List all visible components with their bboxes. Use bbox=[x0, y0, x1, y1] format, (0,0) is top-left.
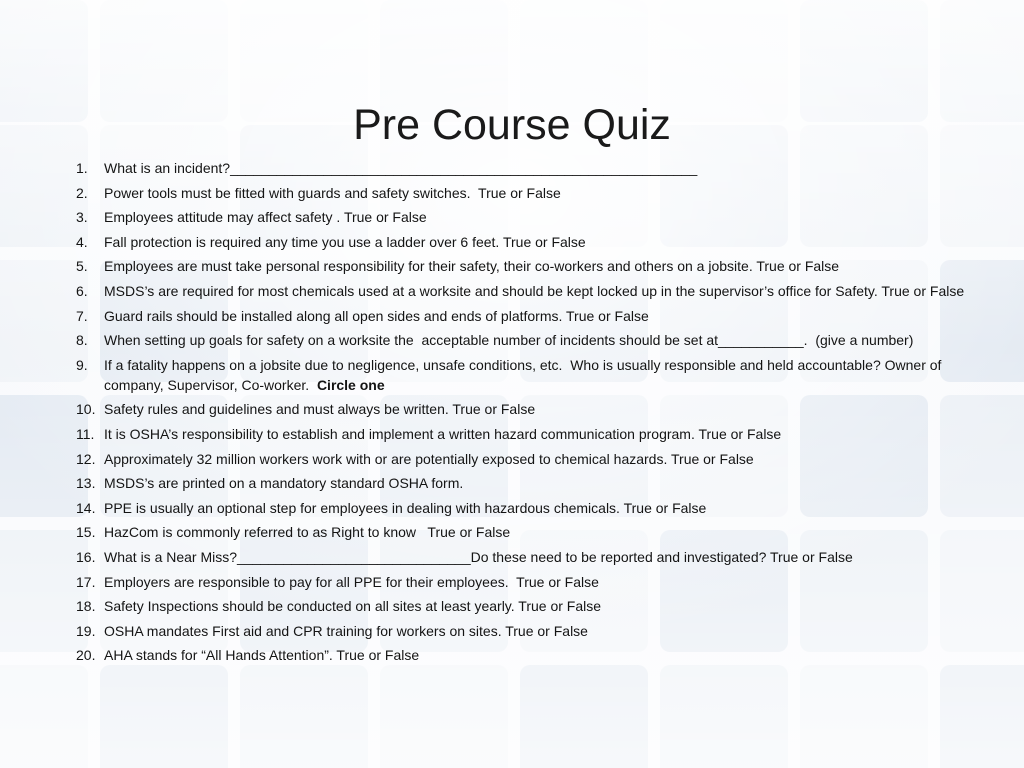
quiz-question bbox=[76, 355, 976, 395]
quiz-question bbox=[76, 232, 976, 252]
question-text: OSHA mandates First aid and CPR training for workers on sites. True or False bbox=[104, 622, 588, 639]
question-number: 5. bbox=[76, 258, 88, 275]
question-text-wrapper bbox=[104, 547, 976, 567]
question-text-wrapper bbox=[104, 306, 976, 326]
question-number: 17. bbox=[76, 573, 96, 590]
question-text: Safety Inspections should be conducted on all sites at least yearly. True or False bbox=[104, 598, 602, 615]
question-text: PPE is usually an optional step for employees in dealing with hazardous chemicals. True or False bbox=[104, 499, 707, 516]
quiz-question bbox=[76, 498, 976, 518]
question-number: 19. bbox=[76, 622, 96, 639]
question-number: 20. bbox=[76, 647, 96, 664]
quiz-question bbox=[76, 596, 976, 616]
question-number: 9. bbox=[76, 356, 88, 373]
question-text: MSDS’s are required for most chemicals used at a worksite and should be kept locked up in the supervisor’s office for Safety. True or False bbox=[104, 282, 965, 299]
question-text-wrapper bbox=[104, 207, 976, 227]
question-text-wrapper bbox=[104, 232, 976, 252]
question-text-wrapper bbox=[104, 449, 976, 469]
question-text: Power tools must be fitted with guards and safety switches. True or False bbox=[104, 184, 561, 201]
quiz-question bbox=[76, 399, 976, 419]
question-text: Guard rails should be installed along all open sides and ends of platforms. True or False bbox=[104, 307, 649, 324]
question-number: 4. bbox=[76, 233, 88, 250]
question-number: 3. bbox=[76, 209, 88, 226]
quiz-question bbox=[76, 522, 976, 542]
quiz-question bbox=[76, 572, 976, 592]
question-text: If a fatality happens on a jobsite due to negligence, unsafe conditions, etc. Who is usually responsible and held accountable? Owner of company, Supervisor, Co-worker. bbox=[104, 356, 946, 393]
slide-title: Pre Course Quiz bbox=[353, 100, 671, 149]
question-text: When setting up goals for safety on a worksite the acceptable number of incidents should be set at___________. (give a number) bbox=[104, 332, 914, 349]
question-text-wrapper bbox=[104, 473, 976, 493]
quiz-question bbox=[76, 330, 976, 350]
question-text-wrapper bbox=[104, 621, 976, 641]
question-number: 15. bbox=[76, 524, 96, 541]
question-text: What is an incident?____________________________________________________________ bbox=[104, 160, 698, 176]
quiz-question bbox=[76, 158, 976, 178]
question-text-wrapper bbox=[104, 281, 976, 301]
question-emphasis: Circle one bbox=[316, 376, 385, 393]
question-text-wrapper bbox=[104, 183, 976, 203]
question-text: Employers are responsible to pay for all PPE for their employees. True or False bbox=[104, 573, 599, 590]
question-text-wrapper bbox=[104, 498, 976, 518]
question-number: 11. bbox=[76, 425, 95, 442]
quiz-question bbox=[76, 473, 976, 493]
quiz-question bbox=[76, 621, 976, 641]
question-text-wrapper bbox=[104, 596, 976, 616]
question-text-wrapper bbox=[104, 572, 976, 592]
question-text-wrapper bbox=[104, 256, 976, 276]
question-text: AHA stands for “All Hands Attention”. True or False bbox=[104, 647, 420, 664]
quiz-question-list bbox=[76, 158, 976, 670]
question-text: HazCom is commonly referred to as Right to know True or False bbox=[104, 524, 511, 541]
question-number: 10. bbox=[76, 401, 96, 418]
question-number: 13. bbox=[76, 475, 96, 492]
question-text: Employees attitude may affect safety . True or False bbox=[104, 209, 427, 226]
question-text-wrapper bbox=[104, 158, 976, 178]
question-number: 7. bbox=[76, 307, 88, 324]
question-number: 12. bbox=[76, 450, 96, 467]
question-text-wrapper bbox=[104, 645, 976, 665]
question-text-wrapper bbox=[104, 330, 976, 350]
quiz-question bbox=[76, 449, 976, 469]
quiz-question bbox=[76, 183, 976, 203]
question-text: Safety rules and guidelines and must always be written. True or False bbox=[104, 401, 536, 418]
quiz-question bbox=[76, 256, 976, 276]
question-number: 6. bbox=[76, 282, 88, 299]
question-text: Employees are must take personal responsibility for their safety, their co-workers and others on a jobsite. True or False bbox=[104, 258, 840, 275]
question-text: It is OSHA’s responsibility to establish and implement a written hazard communication program. True or False bbox=[104, 425, 782, 442]
quiz-question bbox=[76, 547, 976, 567]
quiz-question bbox=[76, 207, 976, 227]
question-text-wrapper bbox=[104, 355, 976, 395]
question-text: What is a Near Miss?______________________________Do these need to be reported and investigated? True or False bbox=[104, 548, 853, 565]
question-number: 18. bbox=[76, 598, 96, 615]
question-text: MSDS’s are printed on a mandatory standard OSHA form. bbox=[104, 475, 464, 492]
question-text-wrapper bbox=[104, 522, 976, 542]
question-text: Fall protection is required any time you use a ladder over 6 feet. True or False bbox=[104, 233, 586, 250]
question-number: 1. bbox=[76, 160, 88, 176]
question-number: 2. bbox=[76, 184, 88, 201]
question-text-wrapper bbox=[104, 424, 976, 444]
quiz-question bbox=[76, 306, 976, 326]
question-text-wrapper bbox=[104, 399, 976, 419]
quiz-question bbox=[76, 424, 976, 444]
question-number: 14. bbox=[76, 499, 96, 516]
quiz-question bbox=[76, 281, 976, 301]
question-number: 8. bbox=[76, 332, 88, 349]
question-text: Approximately 32 million workers work with or are potentially exposed to chemical hazards. True or False bbox=[104, 450, 754, 467]
question-number: 16. bbox=[76, 548, 96, 565]
quiz-question bbox=[76, 645, 976, 665]
